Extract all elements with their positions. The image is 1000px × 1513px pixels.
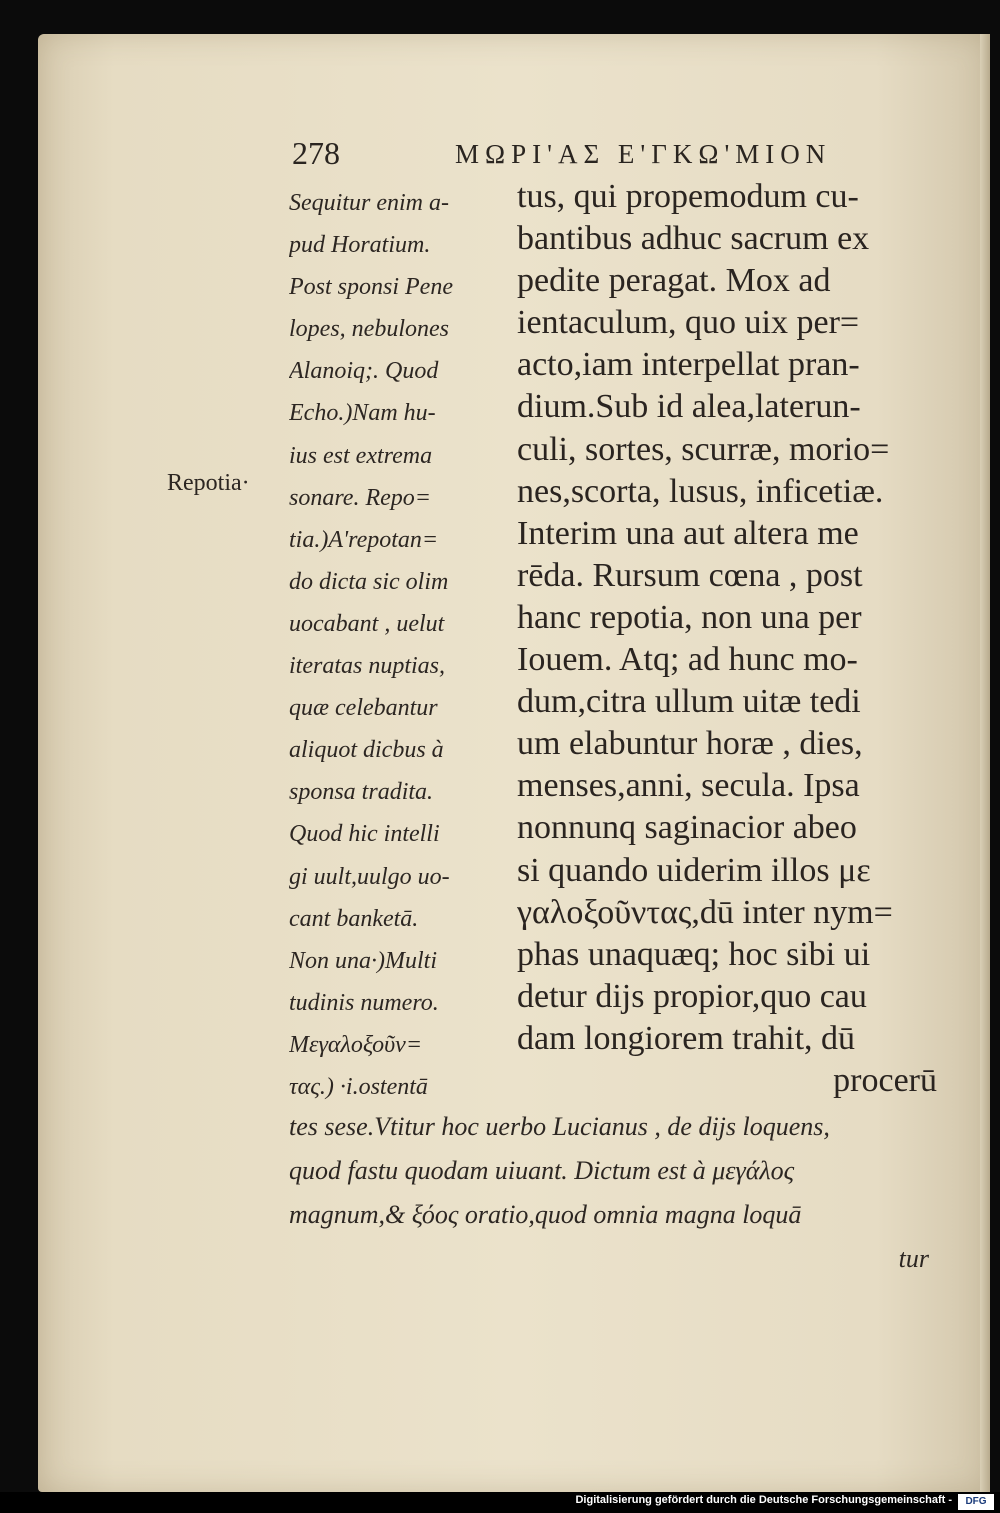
main-line: phas unaquæq; hoc sibi ui bbox=[517, 935, 871, 973]
note-line: cant banketā. bbox=[289, 905, 419, 932]
bottom-commentary bbox=[289, 1105, 929, 1281]
note-line: Alanoiq;. Quod bbox=[289, 358, 439, 385]
main-line: culi, sortes, scurræ, morio= bbox=[517, 430, 890, 468]
main-line: menses,anni, secula. Ipsa bbox=[517, 767, 860, 805]
note-line: aliquot dicbus à bbox=[289, 737, 444, 764]
main-line: ientaculum, quo uix per= bbox=[517, 304, 860, 342]
main-line: rēda. Rursum cœna , post bbox=[517, 556, 863, 594]
note-line: ius est extrema bbox=[289, 442, 433, 469]
commentary-column bbox=[289, 182, 511, 1108]
dfg-logo: DFG bbox=[958, 1494, 994, 1510]
margin-label: Repotia· bbox=[167, 470, 250, 496]
note-line: uocabant , uelut bbox=[289, 610, 445, 637]
main-line: dam longiorem trahit, dū bbox=[517, 1019, 856, 1057]
main-line: si quando uiderim illos με bbox=[517, 851, 871, 889]
main-line: nes,scorta, lusus, inficetiæ. bbox=[517, 472, 884, 510]
note-line: τας.) ·i.ostentā bbox=[289, 1073, 428, 1100]
funding-notice: Digitalisierung gefördert durch die Deutsche Forschungsgemeinschaft - bbox=[575, 1494, 952, 1506]
main-line: detur dijs propior,quo cau bbox=[517, 977, 867, 1015]
note-line: tia.)A'repotan= bbox=[289, 526, 439, 553]
main-line: hanc repotia, non una per bbox=[517, 598, 862, 636]
main-line: procerū bbox=[833, 1061, 937, 1099]
page-header bbox=[292, 135, 932, 175]
main-line: acto,iam interpellat pran- bbox=[517, 346, 860, 384]
footer-bar bbox=[0, 1492, 1000, 1513]
note-line: sonare. Repo= bbox=[289, 484, 431, 511]
note-line: pud Horatium. bbox=[289, 232, 431, 259]
page-number: 278 bbox=[292, 135, 340, 171]
main-line: dum,citra ullum uitæ tedi bbox=[517, 683, 861, 721]
catchword: tur bbox=[898, 1244, 929, 1273]
note-line: Echo.)Nam hu- bbox=[289, 400, 436, 427]
main-line: dium.Sub id alea,laterun- bbox=[517, 388, 861, 426]
main-line: bantibus adhuc sacrum ex bbox=[517, 220, 870, 258]
main-line: Interim una aut altera me bbox=[517, 514, 859, 552]
note-line: Sequitur enim a- bbox=[289, 190, 449, 216]
note-line: Quod hic intelli bbox=[289, 821, 440, 848]
note-line: Post sponsi Pene bbox=[289, 274, 453, 301]
note-line: lopes, nebulones bbox=[289, 316, 449, 343]
main-line: γαλοξοῦντας,dū inter nym= bbox=[517, 893, 893, 931]
page-edge bbox=[980, 34, 990, 1492]
main-text-column bbox=[517, 176, 937, 1102]
note-line: gi uult,uulgo uo- bbox=[289, 863, 450, 890]
note-line: quæ celebantur bbox=[289, 695, 438, 722]
main-line: nonnunq saginacior abeo bbox=[517, 809, 857, 847]
note-line: Non una·)Multi bbox=[289, 947, 437, 974]
bottom-line: tes sese.Vtitur hoc uerbo Lucianus , de dijs loquens, bbox=[289, 1112, 830, 1141]
note-line: tudinis numero. bbox=[289, 989, 439, 1016]
note-line: do dicta sic olim bbox=[289, 568, 449, 595]
main-line: tus, qui propemodum cu- bbox=[517, 178, 859, 215]
note-line: iteratas nuptias, bbox=[289, 653, 446, 680]
note-line: sponsa tradita. bbox=[289, 779, 434, 806]
running-title: ΜΩΡΙ'ΑΣ Ε'ΓΚΩ'ΜΙΟΝ bbox=[455, 139, 832, 169]
main-line: um elabuntur horæ , dies, bbox=[517, 725, 863, 763]
note-line: Μεγαλοξοῦν= bbox=[289, 1031, 423, 1058]
main-line: pedite peragat. Mox ad bbox=[517, 262, 831, 300]
main-line: Iouem. Atq; ad hunc mo- bbox=[517, 641, 858, 679]
bottom-line: quod fastu quodam uiuant. Dictum est à μεγάλος bbox=[289, 1156, 795, 1185]
bottom-line: magnum,& ξόος oratio,quod omnia magna loquā bbox=[289, 1200, 802, 1229]
